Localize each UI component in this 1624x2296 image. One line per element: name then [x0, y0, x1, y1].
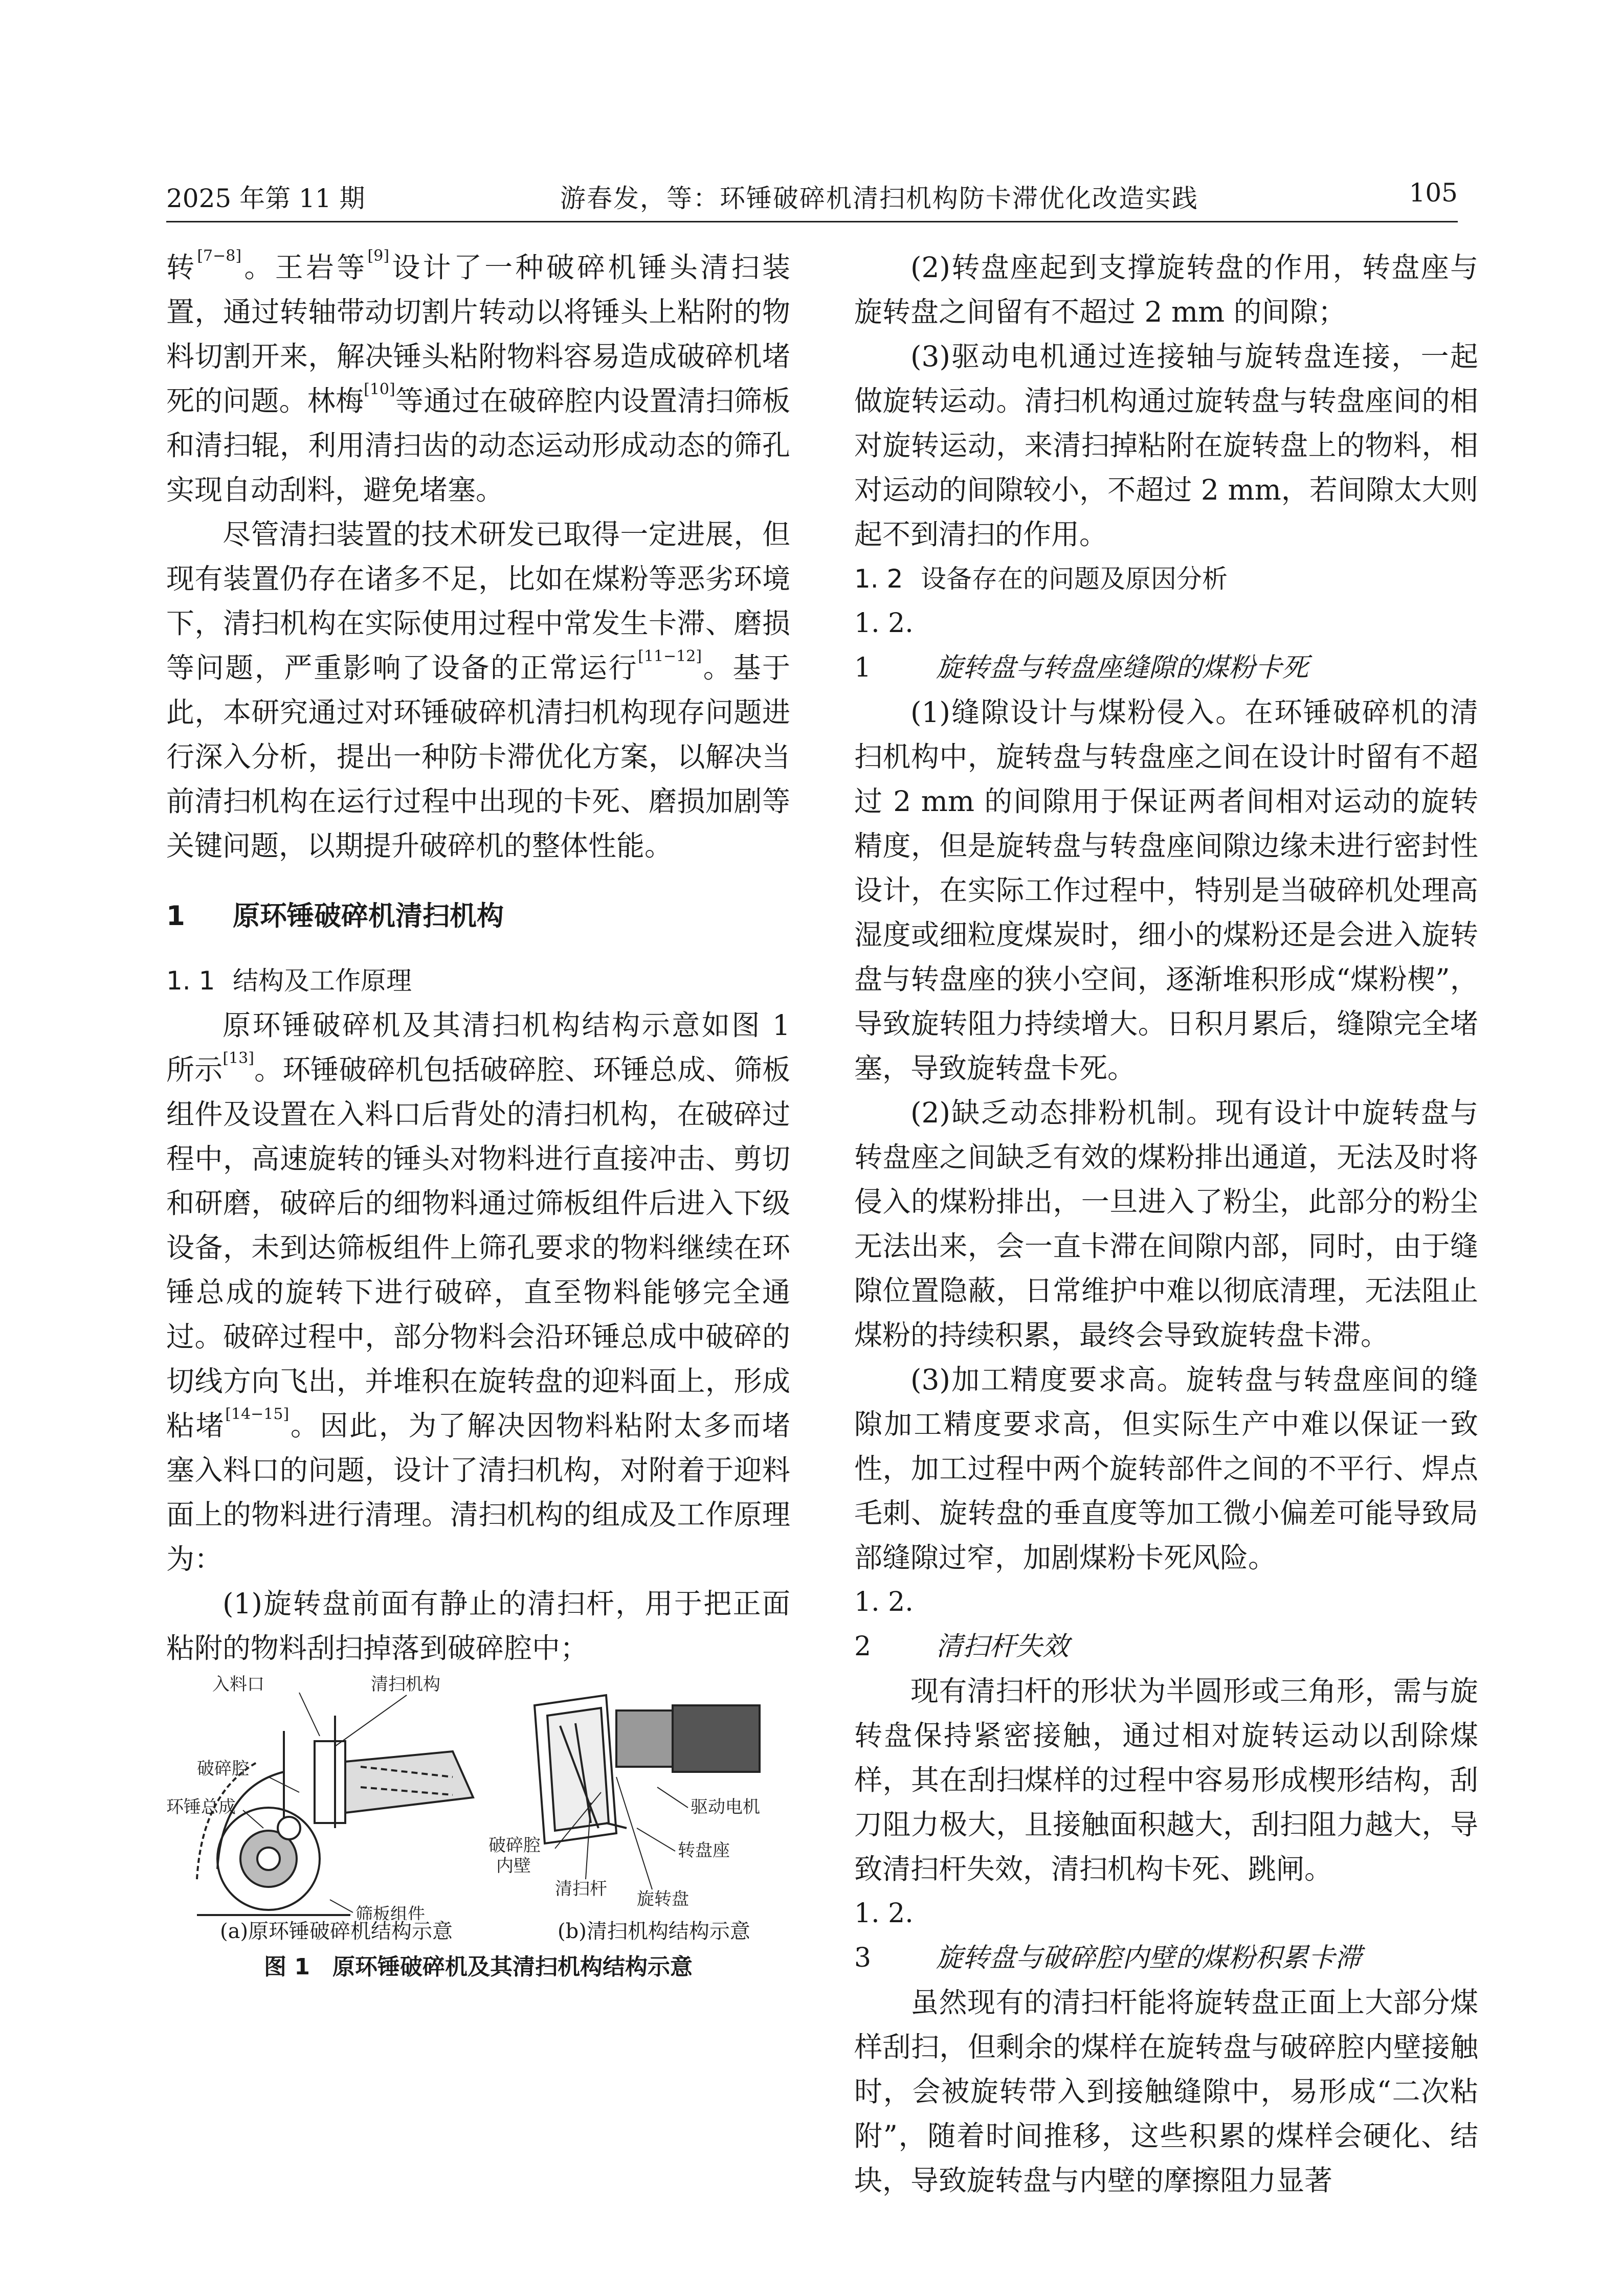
- sweeper-sketch: [535, 1695, 760, 1843]
- label-inner: 破碎腔: [488, 1835, 541, 1856]
- citation: [10]: [364, 380, 395, 398]
- paragraph: (3)加工精度要求高。旋转盘与转盘座间的缝隙加工精度要求高，但实际生产中难以保证一致性，加工过程中两个旋转部件之间的不平行、焊点毛刺、旋转盘的垂直度等加工微小偏差可能导致局部缝隙过窄，加剧煤粉卡死风险。: [854, 1363, 1478, 1574]
- label-sweep: 清扫机构: [371, 1675, 440, 1695]
- citation: [9]: [367, 247, 390, 265]
- paragraph: 尽管清扫装置的技术研发已取得一定进展，但现有装置仍存在诸多不足，比如在煤粉等恶劣环境下，清扫机构在实际使用过程中常发生卡滞、磨损等问题，严重影响了设备的正常运行[11−12]。基于此，本研究通过对环锤破碎机清扫机构现存问题进行深入分析，提出一种防卡滞优化方案，以解决当前清扫机构在运行过程中出现的卡死、磨损加剧等关键问题，以期提升破碎机的整体性能。: [166, 518, 790, 862]
- label-ring: 环锤总成: [166, 1797, 236, 1817]
- figure-subcaption-a: (a)原环锤破碎机结构示意: [220, 1920, 453, 1943]
- figure-caption: 图 1 原环锤破碎机及其清扫机构结构示意: [264, 1954, 693, 1980]
- section-heading: 1 原环锤破碎机清扫机构: [166, 901, 504, 932]
- page-number: 105: [1409, 178, 1458, 208]
- left-column: [166, 245, 790, 1671]
- subsection-heading: 1. 1 结构及工作原理: [166, 966, 412, 996]
- paragraph: (2)缺乏动态排粉机制。现有设计中旋转盘与转盘座之间缺乏有效的煤粉排出通道，无法及时将侵入的煤粉排出，一旦进入了粉尘，此部分的粉尘无法出来，会一直卡滞在间隙内部，同时，由于缝隙位置隐蔽，日常维护中难以彻底清理，无法阻止煤粉的持续积累，最终会导致旋转盘卡滞。: [854, 1096, 1478, 1352]
- paragraph: 虽然现有的清扫杆能将旋转盘正面上大部分煤样刮扫，但剩余的煤样在旋转盘与破碎腔内壁接触时，会被旋转带入到接触缝隙中，易形成“二次粘附”，随着时间推移，这些积累的煤样会硬化、结块，导致旋转盘与内壁的摩擦阻力显著: [854, 1986, 1478, 2197]
- label-rod: 清扫杆: [555, 1879, 607, 1899]
- paragraph: 原环锤破碎机及其清扫机构结构示意如图 1 所示[13]。环锤破碎机包括破碎腔、环锤总成、筛板组件及设置在入料口后背处的清扫机构，在破碎过程中，高速旋转的锤头对物料进行直接冲击、剪切和研磨，破碎后的细物料通过筛板组件后进入下级设备，未到达筛板组件上筛孔要求的物料继续在环锤总成的旋转下进行破碎，直至物料能够完全通过。破碎过程中，部分物料会沿环锤总成中破碎的切线方向飞出，并堆积在旋转盘的迎料面上，形成粘堵[14−15]。因此，为了解决因物料粘附太多而堵塞入料口的问题，设计了清扫机构，对附着于迎料面上的物料进行清理。清扫机构的组成及工作原理为：: [166, 1009, 790, 1575]
- paragraph: (3)驱动电机通过连接轴与旋转盘连接，一起做旋转运动。清扫机构通过旋转盘与转盘座间的相对旋转运动，来清扫掉粘附在旋转盘上的物料，相对运动的间隙较小，不超过 2 mm，若间隙太大则起不到清扫的作用。: [854, 340, 1478, 551]
- figure-subcaption-b: (b)清扫机构结构示意: [558, 1920, 750, 1943]
- label-motor: 驱动电机: [691, 1797, 760, 1817]
- label-seat: 转盘座: [678, 1840, 730, 1861]
- right-column: [854, 245, 1478, 2203]
- figure-diagram: [166, 1675, 790, 1920]
- citation: [14−15]: [225, 1405, 290, 1423]
- subsubsection-heading: 1. 2. 2 清扫杆失效: [854, 1587, 1070, 1662]
- paragraph: (2)转盘座起到支撑旋转盘的作用，转盘座与旋转盘之间留有不超过 2 mm 的间隙；: [854, 251, 1478, 328]
- label-disc: 旋转盘: [637, 1889, 689, 1909]
- figure-1: [166, 1675, 790, 1920]
- crusher-sketch: [197, 1716, 473, 1915]
- running-header: [166, 174, 1458, 220]
- paragraph: (1)旋转盘前面有静止的清扫杆，用于把正面粘附的物料刮扫掉落到破碎腔中；: [166, 1587, 790, 1664]
- label-inlet: 入料口: [212, 1675, 264, 1695]
- subsubsection-heading: 1. 2. 3 旋转盘与破碎腔内壁的煤粉积累卡滞: [854, 1898, 1362, 1973]
- subsection-heading: 1. 2 设备存在的问题及原因分析: [854, 564, 1228, 594]
- paragraph: (1)缝隙设计与煤粉侵入。在环锤破碎机的清扫机构中，旋转盘与转盘座之间在设计时留有不超过 2 mm 的间隙用于保证两者间相对运动的旋转精度，但是旋转盘与转盘座间隙边缘未进行密封性设计，在实际工作过程中，特别是当破碎机处理高湿度或细粒度煤炭时，细小的煤粉还是会进入旋转盘与转盘座的狭小空间，逐渐堆积形成“煤粉楔”，导致旋转阻力持续增大。日积月累后，缝隙完全堵塞，导致旋转盘卡死。: [854, 696, 1478, 1085]
- label-chamber: 破碎腔: [197, 1759, 249, 1779]
- header-rule: [166, 221, 1458, 222]
- paragraph: 现有清扫杆的形状为半圆形或三角形，需与旋转盘保持紧密接触，通过相对旋转运动以刮除煤样，其在刮扫煤样的过程中容易形成楔形结构，刮刀阻力极大，且接触面积越大，刮扫阻力越大，导致清扫杆失效，清扫机构卡死、跳闸。: [854, 1675, 1478, 1885]
- running-title: 游春发，等：环锤破碎机清扫机构防卡滞优化改造实践: [560, 184, 1198, 213]
- subsubsection-heading: 1. 2. 1 旋转盘与转盘座缝隙的煤粉卡死: [854, 608, 1309, 683]
- label-inner2: 内壁: [496, 1856, 531, 1876]
- citation: [13]: [223, 1049, 254, 1067]
- label-screen: 筛板组件: [355, 1904, 425, 1920]
- paragraph: 转[7−8]。王岩等[9]设计了一种破碎机锤头清扫装置，通过转轴带动切割片转动以将锤头上粘附的物料切割开来，解决锤头粘附物料容易造成破碎机堵死的问题。林梅[10]等通过在破碎腔内设置清扫筛板和清扫辊，利用清扫齿的动态运动形成动态的筛孔实现自动刮料，避免堵塞。: [166, 247, 790, 506]
- issue-label: 2025 年第 11 期: [166, 184, 365, 213]
- citation: [7−8]: [197, 247, 242, 265]
- citation: [11−12]: [638, 647, 702, 665]
